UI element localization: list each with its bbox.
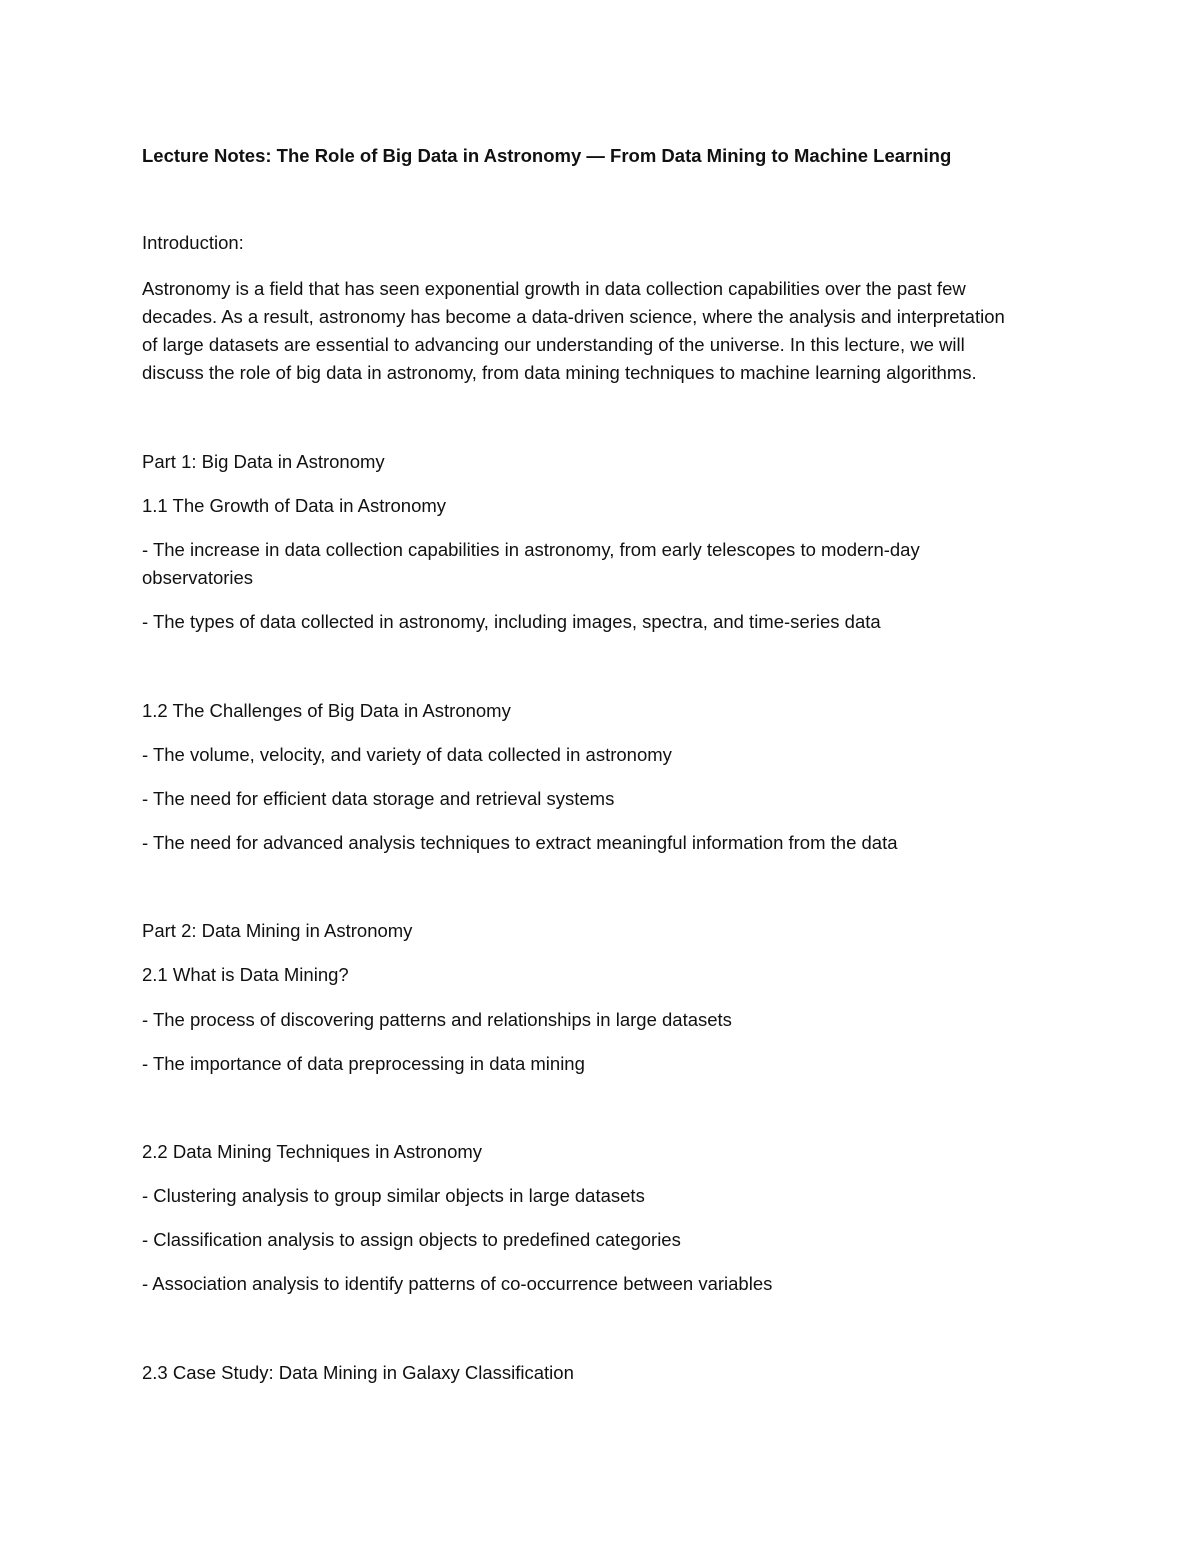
intro-line-4: discuss the role of big data in astronomy, from data mining techniques to machine learning algorithms. (142, 362, 977, 383)
section-1-1-heading: 1.1 The Growth of Data in Astronomy (142, 495, 447, 516)
section-1-2-bullet-2: - The need for efficient data storage and retrieval systems (142, 788, 615, 809)
section-1-1-bullet-2: - The types of data collected in astronomy, including images, spectra, and time-series data (142, 611, 881, 632)
part1-heading: Part 1: Big Data in Astronomy (142, 451, 385, 472)
section-1-2-heading: 1.2 The Challenges of Big Data in Astronomy (142, 700, 511, 721)
section-2-2-bullet-3: - Association analysis to identify patterns of co-occurrence between variables (142, 1273, 773, 1294)
document-title: Lecture Notes: The Role of Big Data in Astronomy — From Data Mining to Machine Learning (142, 145, 952, 166)
section-2-1-bullet-2: - The importance of data preprocessing in data mining (142, 1053, 585, 1074)
section-2-1-heading: 2.1 What is Data Mining? (142, 964, 349, 985)
section-2-2-heading: 2.2 Data Mining Techniques in Astronomy (142, 1141, 483, 1162)
section-1-2-bullet-1: - The volume, velocity, and variety of data collected in astronomy (142, 744, 672, 765)
section-2-1-bullet-1: - The process of discovering patterns and relationships in large datasets (142, 1009, 732, 1030)
intro-heading: Introduction: (142, 232, 244, 253)
section-2-2-bullet-2: - Classification analysis to assign objects to predefined categories (142, 1229, 681, 1250)
intro-line-1: Astronomy is a field that has seen exponential growth in data collection capabilities over the past few (142, 278, 966, 299)
intro-line-3: of large datasets are essential to advancing our understanding of the universe. In this lecture, we will (142, 334, 965, 355)
section-1-2-bullet-3: - The need for advanced analysis techniques to extract meaningful information from the data (142, 832, 898, 853)
intro-line-2: decades. As a result, astronomy has become a data-driven science, where the analysis and interpretation (142, 306, 1005, 327)
section-1-1-bullet-1-line-2: observatories (142, 567, 254, 588)
section-2-3-heading: 2.3 Case Study: Data Mining in Galaxy Classification (142, 1362, 574, 1383)
section-1-1-bullet-1-line-1: - The increase in data collection capabilities in astronomy, from early telescopes to modern-day (142, 539, 920, 560)
section-2-2-bullet-1: - Clustering analysis to group similar objects in large datasets (142, 1185, 645, 1206)
part2-heading: Part 2: Data Mining in Astronomy (142, 920, 413, 941)
